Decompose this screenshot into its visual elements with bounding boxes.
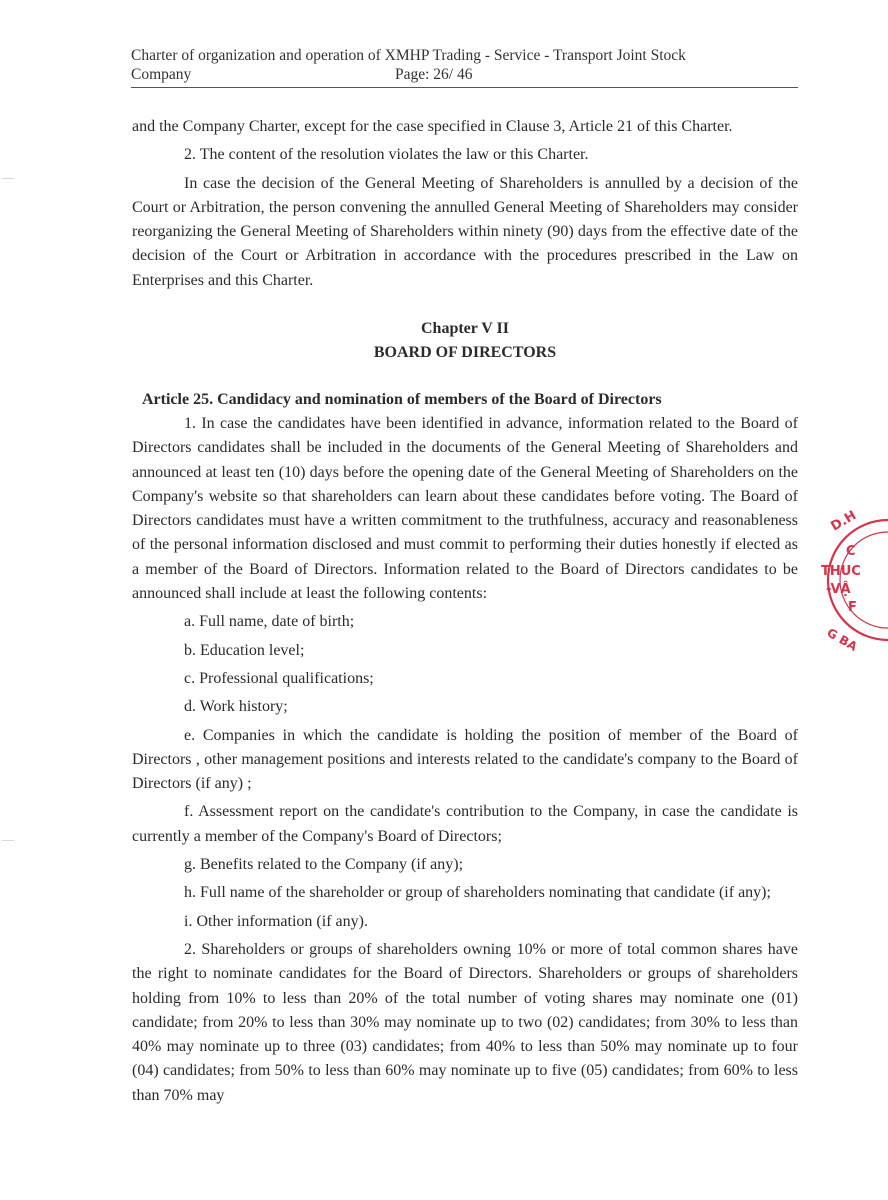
paragraph-clause-2: 2. The content of the resolution violates the law or this Charter. [184, 146, 589, 164]
list-item: d. Work history; [184, 698, 288, 716]
header-line2 [131, 65, 798, 84]
header-rule [131, 87, 798, 88]
article-title: Article 25. Candidacy and nomination of members of the Board of Directors [142, 390, 662, 408]
chapter-title: BOARD OF DIRECTORS [373, 344, 557, 362]
seal-text: THUC [821, 564, 861, 579]
seal-text: F [848, 600, 857, 615]
seal-text: D.H [828, 508, 860, 535]
list-item: a. Full name, date of birth; [184, 613, 355, 631]
header-title-line1: Charter of organization and operation of XMHP Trading - Service - Transport Joint Stock [131, 47, 686, 64]
scan-edge-mark [2, 840, 14, 841]
seal-text: C [846, 544, 856, 559]
list-item: h. Full name of the shareholder or group of shareholders nominating that candidate (if any); [184, 884, 771, 902]
list-item: e. Companies in which the candidate is holding the position of member of the Board of Directors , other management positions and interests related to the candidate's company to the Board of Directors (if any) ; [132, 726, 798, 793]
page-header [131, 46, 798, 84]
list-item: f. Assessment report on the candidate's contribution to the Company, in case the candidate is currently a member of the Company's Board of Directors; [132, 803, 798, 845]
list-item: i. Other information (if any). [184, 912, 368, 930]
list-item: b. Education level; [184, 641, 305, 659]
page-number: Page: 26/ 46 [395, 66, 473, 83]
article-clause-2: 2. Shareholders or groups of shareholders owning 10% or more of total common shares have the right to nominate candidates for the Board of Directors. Shareholders or groups of shareholders holding from 10% to less than 20% of the total number of voting shares may nominate one (01) candidate; from 20% to less than 30% may nominate up to two (02) candidates; from 30% to less than 40% may nominate up to three (03) candidates; from 40% to less than 50% may nominate up to four (04) candidates; from 50% to less than 60% may nominate up to five (05) candidates; from 60% to less than 70% may [132, 940, 798, 1104]
paragraph-continued: and the Company Charter, except for the case specified in Clause 3, Article 21 of this Charter. [132, 118, 733, 135]
scan-edge-mark [2, 178, 14, 179]
seal-text: -VẬ [826, 582, 851, 597]
header-title-line2: Company [131, 66, 192, 83]
chapter-number: Chapter V II [420, 320, 510, 338]
paragraph-annulment: In case the decision of the General Meeting of Shareholders is annulled by a decision of the Court or Arbitration, the person convening the annulled General Meeting of Shareholders may consider reorganizing the General Meeting of Shareholders within ninety (90) days from the effective date of the decision of the Court or Arbitration in accordance with the procedures prescribed in the Law on Enterprises and this Charter. [132, 174, 798, 289]
article-clause-1: 1. In case the candidates have been identified in advance, information related to the Board of Directors candidates shall be included in the documents of the General Meeting of Shareholders and announced at least ten (10) days before the opening date of the General Meeting of Shareholders on the Company's website so that shareholders can learn about these candidates before voting. The Board of Directors candidates must have a written commitment to the truthfulness, accuracy and reasonableness of the personal information disclosed and must commit to performing their duties honestly if elected as a member of the Board of Directors. Information related to the Board of Directors candidates to be announced shall include at least the following contents: [132, 414, 798, 603]
company-seal-icon [818, 495, 888, 665]
document-body [132, 115, 798, 1108]
list-item: c. Professional qualifications; [184, 669, 374, 687]
list-item: g. Benefits related to the Company (if any); [184, 856, 464, 874]
seal-text: G BA [824, 625, 860, 654]
